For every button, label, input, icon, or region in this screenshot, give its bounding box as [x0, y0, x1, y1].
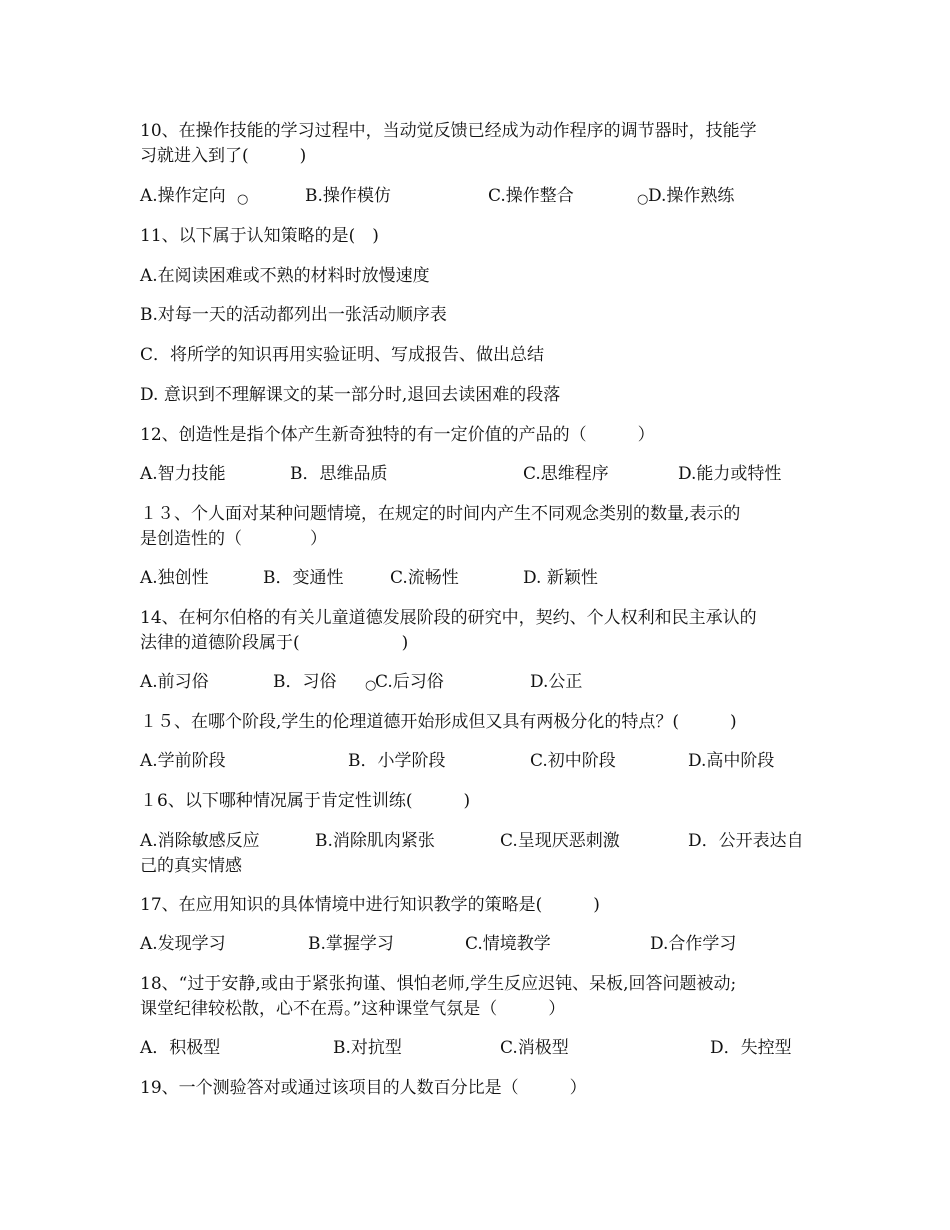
question-13-option-d: D. 新颖性: [523, 568, 598, 588]
question-18-option-b: B.对抗型: [333, 1038, 402, 1058]
question-18-stem-line-1: 18、“过于安静,或由于紧张拘谨、惧怕老师,学生反应迟钝、呆板,回答问题被动;: [140, 974, 737, 994]
question-18-option-c: C.消极型: [500, 1038, 569, 1058]
question-15-option-d: D.高中阶段: [688, 751, 775, 771]
question-15-option-c: C.初中阶段: [530, 751, 616, 771]
question-11-option-d: D. 意识到不理解课文的某一部分时,退回去读困难的段落: [140, 385, 561, 405]
question-16-stem: １6、以下哪种情况属于肯定性训练( ): [140, 791, 471, 811]
question-18-option-d: D．失控型: [710, 1038, 792, 1058]
question-16-option-a: A.消除敏感反应: [140, 831, 260, 851]
question-17-option-a: A.发现学习: [140, 934, 226, 954]
question-17-option-b: B.掌握学习: [308, 934, 394, 954]
question-10-option-c: C.操作整合: [488, 186, 574, 206]
question-13-option-b: B．变通性: [263, 568, 344, 588]
question-12-option-c: C.思维程序: [523, 464, 609, 484]
question-17-option-d: D.合作学习: [650, 934, 737, 954]
question-11-option-a: A.在阅读困难或不熟的材料时放慢速度: [140, 266, 430, 286]
question-13-stem-line-2: 是创造性的（ ）: [140, 529, 327, 549]
question-10-option-d: D.操作熟练: [648, 186, 735, 206]
question-14-option-c: C.后习俗: [375, 672, 444, 692]
question-10-stem-line-1: 10、在操作技能的学习过程中，当动觉反馈已经成为动作程序的调节器时，技能学: [140, 121, 757, 141]
question-18-option-a: A．积极型: [140, 1038, 221, 1058]
question-15-option-b: B．小学阶段: [348, 751, 446, 771]
question-14-stem-line-2: 法律的道德阶段属于( ): [140, 633, 409, 653]
question-16-option-d: D．公开表达自: [688, 831, 804, 851]
question-12-option-b: B．思维品质: [290, 464, 388, 484]
question-16-option-b: B.消除肌肉紧张: [315, 831, 435, 851]
question-12-option-a: A.智力技能: [140, 464, 226, 484]
question-10-stem-line-2: 习就进入到了( ): [140, 146, 307, 166]
question-14-stem-line-1: 14、在柯尔伯格的有关儿童道德发展阶段的研究中，契约、个人权利和民主承认的: [140, 608, 757, 628]
question-17-option-c: C.情境教学: [465, 934, 551, 954]
question-11-option-c: C．将所学的知识再用实验证明、写成报告、做出总结: [140, 345, 545, 365]
question-15-stem: １５、在哪个阶段,学生的伦理道德开始形成但又具有两极分化的特点？( ): [140, 712, 737, 732]
question-12-stem: 12、创造性是指个体产生新奇独特的有一定价值的产品的（ ）: [140, 425, 655, 445]
question-10-option-a: A.操作定向: [140, 186, 226, 206]
question-11-option-b: B.对每一天的活动都列出一张活动顺序表: [140, 305, 447, 325]
small-circle-mark-icon: ○: [237, 192, 249, 207]
question-19-stem: 19、一个测验答对或通过该项目的人数百分比是（ ）: [140, 1078, 587, 1098]
small-circle-mark-icon: ○: [365, 678, 377, 693]
question-12-option-d: D.能力或特性: [678, 464, 782, 484]
small-circle-mark-icon: ○: [637, 192, 649, 207]
question-14-option-d: D.公正: [530, 672, 583, 692]
question-16-option-c: C.呈现厌恶刺激: [500, 831, 620, 851]
question-16-option-d-continuation: 己的真实情感: [140, 856, 242, 876]
question-13-stem-line-1: １３、个人面对某种问题情境，在规定的时间内产生不同观念类别的数量,表示的: [140, 504, 741, 524]
question-14-option-a: A.前习俗: [140, 672, 209, 692]
question-11-stem: 11、以下属于认知策略的是( ): [140, 226, 379, 246]
question-18-stem-line-2: 课堂纪律较松散，心不在焉。”这种课堂气氛是（ ）: [140, 999, 566, 1019]
question-13-option-c: C.流畅性: [390, 568, 459, 588]
question-17-stem: 17、在应用知识的具体情境中进行知识教学的策略是( ): [140, 895, 600, 915]
question-13-option-a: A.独创性: [140, 568, 209, 588]
question-15-option-a: A.学前阶段: [140, 751, 226, 771]
question-10-option-b: B.操作模仿: [305, 186, 391, 206]
question-14-option-b: B．习俗: [273, 672, 337, 692]
